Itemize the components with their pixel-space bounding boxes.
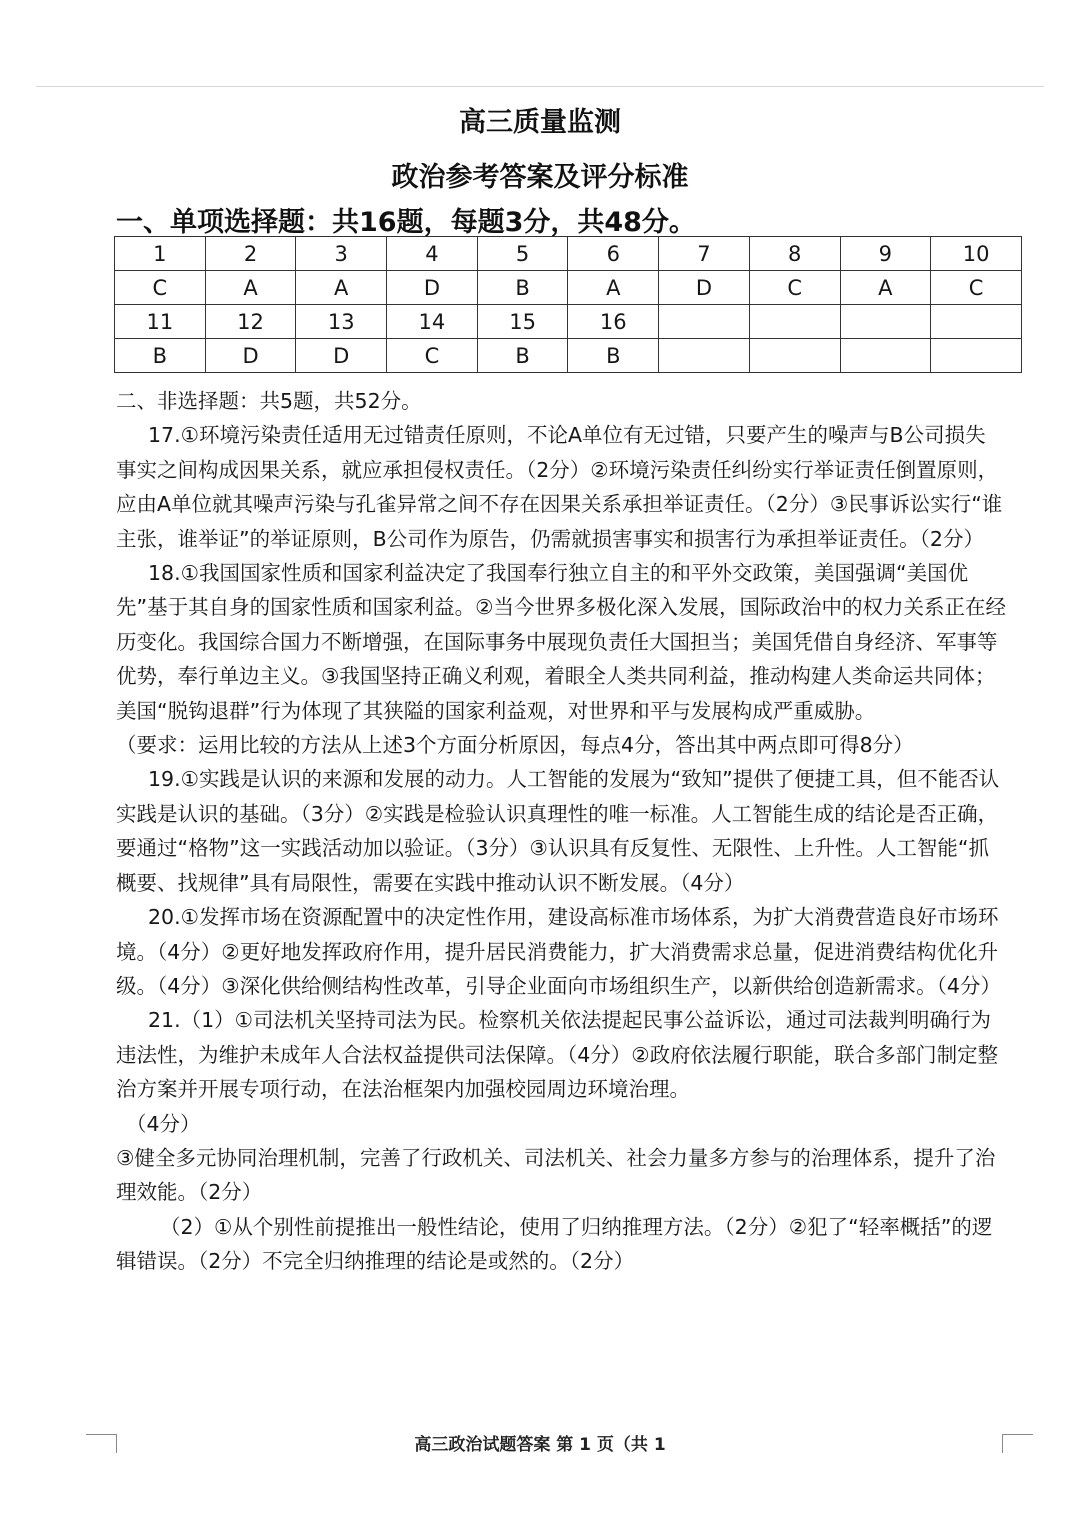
answer-table-cell xyxy=(840,305,931,339)
section2-heading: 二、非选择题：共5题，共52分。 xyxy=(116,389,422,413)
answer-table-cell: C xyxy=(115,271,206,305)
answer-table-cell xyxy=(659,339,750,373)
answer-table-cell: 6 xyxy=(568,237,659,271)
answer-table-cell: 10 xyxy=(931,237,1022,271)
crop-mark-left xyxy=(86,1434,117,1453)
answer-table-cell: C xyxy=(749,271,840,305)
answer-table-cell: 3 xyxy=(296,237,387,271)
crop-mark-right xyxy=(1002,1434,1033,1453)
answer-table-cell: 12 xyxy=(205,305,296,339)
answer-table-cell: 11 xyxy=(115,305,206,339)
page-top-rule xyxy=(36,86,1044,87)
answer-21-part1-continued: ③健全多元协同治理机制，完善了行政机关、司法机关、社会力量多方参与的治理体系，提升了治理效能。（2分） xyxy=(116,1145,996,1205)
answer-table-cell: 1 xyxy=(115,237,206,271)
answer-table-row xyxy=(115,339,1022,373)
answer-21-part1-score: （4分） xyxy=(126,1111,201,1136)
page-title: 高三质量监测 xyxy=(459,107,621,138)
answer-17: 17.①环境污染责任适用无过错责任原则，不论A单位有无过错，只要产生的噪声与B公司损失事实之间构成因果关系，就应承担侵权责任。（2分）②环境污染责任纠纷实行举证责任倒置原则，应由A单位就其噪声污染与孔雀异常之间不存在因果关系承担举证责任。（2分）③民事诉讼实行“谁主张，谁举证”的举证原则，B公司作为原告，仍需就损害事实和损害行为承担举证责任。（2分） xyxy=(116,423,1003,551)
answer-20: 20.①发挥市场在资源配置中的决定性作用，建设高标准市场体系，为扩大消费营造良好市场环境。（4分）②更好地发挥政府作用，提升居民消费能力，扩大消费需求总量，促进消费结构优化升级。（4分）③深化供给侧结构性改革，引导企业面向市场组织生产，以新供给创造新需求。（4分） xyxy=(116,905,1001,998)
answer-table xyxy=(114,236,1022,373)
answer-table-cell xyxy=(840,339,931,373)
answer-table-cell: D xyxy=(205,339,296,373)
answer-table-cell: B xyxy=(477,339,568,373)
answer-table-row xyxy=(115,305,1022,339)
answer-table-cell: C xyxy=(387,339,478,373)
section2-content xyxy=(116,384,1006,1279)
answer-table-cell: B xyxy=(115,339,206,373)
answer-table-cell: 2 xyxy=(205,237,296,271)
answer-table-cell xyxy=(749,339,840,373)
answer-table-row xyxy=(115,271,1022,305)
answer-table-cell: 5 xyxy=(477,237,568,271)
answer-table-cell: D xyxy=(659,271,750,305)
answer-table-cell: 16 xyxy=(568,305,659,339)
page-subtitle: 政治参考答案及评分标准 xyxy=(391,162,689,193)
answer-table-cell: 4 xyxy=(387,237,478,271)
answer-table-cell: 7 xyxy=(659,237,750,271)
answer-table-cell xyxy=(931,339,1022,373)
answer-table-cell: A xyxy=(296,271,387,305)
answer-18-note: （要求：运用比较的方法从上述3个方面分析原因，每点4分，答出其中两点即可得8分） xyxy=(116,733,914,758)
answer-table-cell: A xyxy=(205,271,296,305)
answer-table-cell: 8 xyxy=(749,237,840,271)
answer-18: 18.①我国国家性质和国家利益决定了我国奉行独立自主的和平外交政策，美国强调“美国优先”基于其自身的国家性质和国家利益。②当今世界多极化深入发展，国际政治中的权力关系正在经历变化。我国综合国力不断增强，在国际事务中展现负责任大国担当；美国凭借自身经济、军事等优势，奉行单边主义。③我国坚持正确义利观，着眼全人类共同利益，推动构建人类命运共同体；美国“脱钩退群”行为体现了其狭隘的国家利益观，对世界和平与发展构成严重威胁。 xyxy=(116,561,1006,723)
answer-table-cell: C xyxy=(931,271,1022,305)
page-footer: 高三政治试题答案 第 1 页（共 1 xyxy=(414,1435,666,1455)
answer-table-cell: A xyxy=(568,271,659,305)
answer-table-cell: B xyxy=(568,339,659,373)
answer-table-cell: A xyxy=(840,271,931,305)
answer-table-cell: 15 xyxy=(477,305,568,339)
answer-table-cell: D xyxy=(296,339,387,373)
answer-table-cell: 13 xyxy=(296,305,387,339)
answer-table-cell: B xyxy=(477,271,568,305)
answer-19: 19.①实践是认识的来源和发展的动力。人工智能的发展为“致知”提供了便捷工具，但不能否认实践是认识的基础。（3分）②实践是检验认识真理性的唯一标准。人工智能生成的结论是否正确，要通过“格物”这一实践活动加以验证。（3分）③认识具有反复性、无限性、上升性。人工智能“抓概要、找规律”具有局限性，需要在实践中推动认识不断发展。（4分） xyxy=(116,767,1000,895)
section1-heading: 一、单项选择题：共16题，每题3分，共48分。 xyxy=(116,207,696,238)
answer-21-part1: 21.（1）①司法机关坚持司法为民。检察机关依法提起民事公益诉讼，通过司法裁判明确行为违法性，为维护未成年人合法权益提供司法保障。（4分）②政府依法履行职能，联合多部门制定整治方案并开展专项行动，在法治框架内加强校园周边环境治理。 xyxy=(116,1008,999,1102)
answer-table-cell: D xyxy=(387,271,478,305)
answer-table-cell xyxy=(659,305,750,339)
answer-21-part2: （2）①从个别性前提推出一般性结论，使用了归纳推理方法。（2分）②犯了“轻率概括”的逻辑错误。（2分）不完全归纳推理的结论是或然的。（2分） xyxy=(116,1214,993,1274)
answer-table-cell xyxy=(931,305,1022,339)
answer-table-cell xyxy=(749,305,840,339)
answer-table-cell: 9 xyxy=(840,237,931,271)
answer-table-cell: 14 xyxy=(387,305,478,339)
answer-table-row xyxy=(115,237,1022,271)
